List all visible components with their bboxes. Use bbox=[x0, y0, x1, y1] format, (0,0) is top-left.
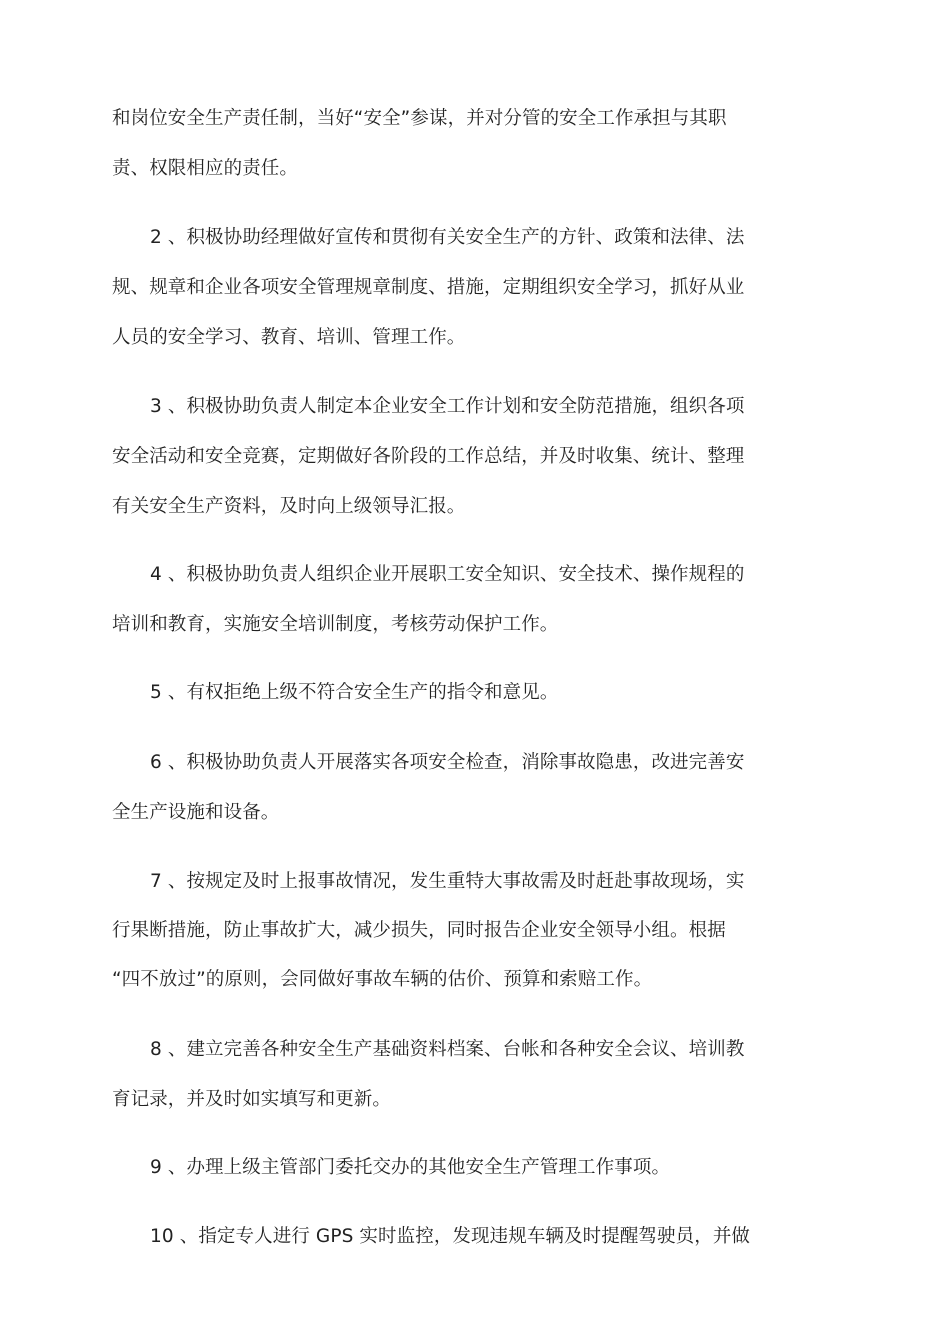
list-item-2: 2 、积极协助经理做好宣传和贯彻有关安全生产的方针、政策和法律、法 bbox=[150, 227, 745, 248]
text-line: 行果断措施，防止事故扩大，减少损失，同时报告企业安全领导小组。根据 bbox=[112, 920, 726, 941]
text-line: 责、权限相应的责任。 bbox=[112, 158, 299, 179]
text-line: 培训和教育，实施安全培训制度，考核劳动保护工作。 bbox=[112, 614, 559, 635]
list-item-3: 3 、积极协助负责人制定本企业安全工作计划和安全防范措施，组织各项 bbox=[150, 396, 745, 417]
text-line: 全生产设施和设备。 bbox=[112, 802, 280, 823]
list-item-6: 6 、积极协助负责人开展落实各项安全检查，消除事故隐患，改进完善安 bbox=[150, 752, 745, 773]
list-item-5: 5 、有权拒绝上级不符合安全生产的指令和意见。 bbox=[150, 682, 559, 703]
text-line: 安全活动和安全竞赛，定期做好各阶段的工作总结，并及时收集、统计、整理 bbox=[112, 446, 745, 467]
text-line: 和岗位安全生产责任制，当好“安全”参谋，并对分管的安全工作承担与其职 bbox=[112, 108, 727, 129]
list-item-4: 4 、积极协助负责人组织企业开展职工安全知识、安全技术、操作规程的 bbox=[150, 564, 745, 585]
text-line: 人员的安全学习、教育、培训、管理工作。 bbox=[112, 327, 466, 348]
list-item-9: 9 、办理上级主管部门委托交办的其他安全生产管理工作事项。 bbox=[150, 1157, 671, 1178]
text-line: 育记录，并及时如实填写和更新。 bbox=[112, 1089, 392, 1110]
list-item-8: 8 、建立完善各种安全生产基础资料档案、台帐和各种安全会议、培训教 bbox=[150, 1039, 745, 1060]
text-line: 有关安全生产资料，及时向上级领导汇报。 bbox=[112, 496, 466, 517]
list-item-10: 10 、指定专人进行 GPS 实时监控，发现违规车辆及时提醒驾驶员，并做 bbox=[150, 1226, 751, 1247]
text-line: 规、规章和企业各项安全管理规章制度、措施，定期组织安全学习，抓好从业 bbox=[112, 277, 745, 298]
text-line: “四不放过”的原则，会同做好事故车辆的估价、预算和索赔工作。 bbox=[112, 969, 653, 990]
list-item-7: 7 、按规定及时上报事故情况，发生重特大事故需及时赶赴事故现场，实 bbox=[150, 871, 745, 892]
